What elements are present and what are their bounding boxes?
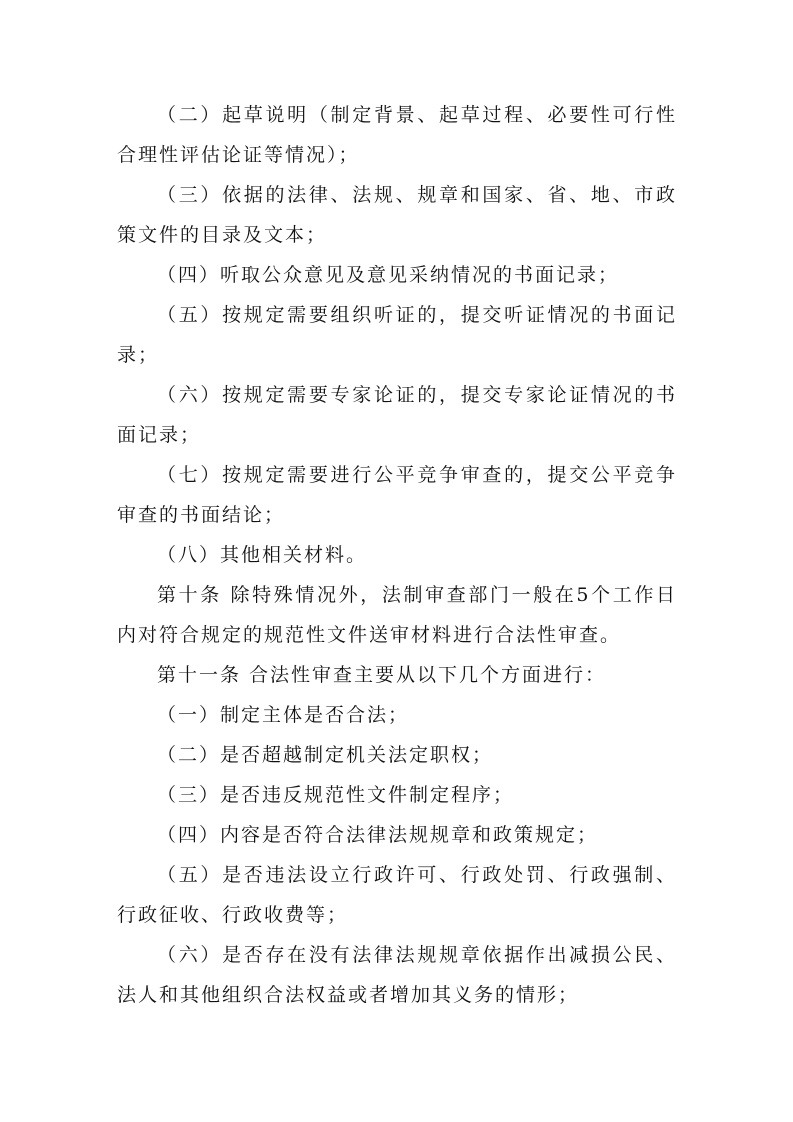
review-item-1: （一）制定主体是否合法； (157, 704, 410, 726)
paragraph-attachment-5: （五）按规定需要组织听证的，提交听证情况的书面记录； (117, 304, 677, 366)
review-item-4: （四）内容是否符合法律法规规章和政策规定； (157, 824, 599, 846)
paragraph-attachment-8: （八）其他相关材料。 (157, 544, 368, 566)
article-11: 第十一条 合法性审查主要从以下几个方面进行： (157, 664, 607, 686)
review-item-3: （三）是否违反规范性文件制定程序； (157, 784, 515, 806)
paragraph-attachment-7: （七）按规定需要进行公平竞争审查的，提交公平竞争审查的书面结论； (117, 464, 677, 526)
document-body (117, 95, 677, 1015)
paragraph-attachment-2: （二）起草说明（制定背景、起草过程、必要性可行性合理性评估论证等情况）； (117, 104, 677, 166)
review-item-5: （五）是否违法设立行政许可、行政处罚、行政强制、行政征收、行政收费等； (117, 864, 677, 926)
paragraph-attachment-6: （六）按规定需要专家论证的，提交专家论证情况的书面记录； (117, 384, 677, 446)
article-10: 第十条 除特殊情况外，法制审查部门一般在5个工作日内对符合规定的规范性文件送审材料进行合法性审查。 (117, 584, 677, 646)
review-item-6: （六）是否存在没有法律法规规章依据作出减损公民、法人和其他组织合法权益或者增加其义务的情形； (117, 944, 677, 1006)
paragraph-attachment-4: （四）听取公众意见及意见采纳情况的书面记录； (157, 264, 620, 286)
paragraph-attachment-3: （三）依据的法律、法规、规章和国家、省、地、市政策文件的目录及文本； (117, 184, 677, 246)
review-item-2: （二）是否超越制定机关法定职权； (157, 744, 494, 766)
